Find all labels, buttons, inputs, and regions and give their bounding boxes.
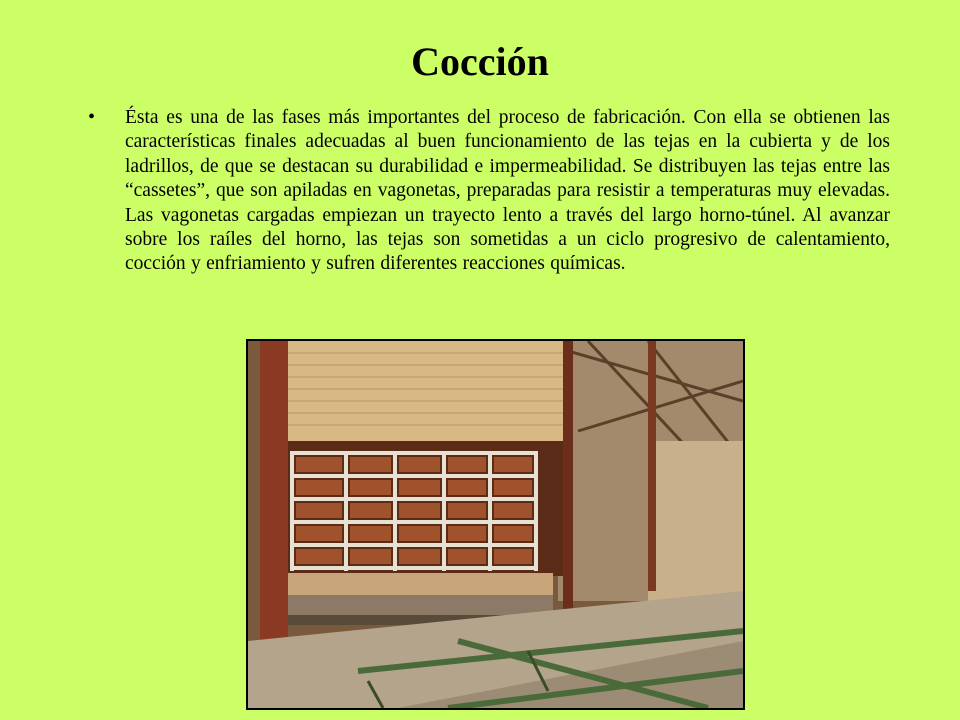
bullet-text: Ésta es una de las fases más importantes del proceso de fabricación. Con ella se obtienen las características finales adecuadas al buen funcionamiento de las tejas en la cubierta y de los ladrillos, de que se destacan su durabilidad e impermeabilidad. Se distribuyen las tejas entre las “cassetes”, que son apiladas en vagonetas, preparadas para resistir a temperaturas muy elevadas. Las vagonetas cargadas empiezan un trayecto lento a través del largo horno-túnel. Al avanzar sobre los raíles del horno, las tejas son sometidas a un ciclo progresivo de calentamiento, cocción y enfriamiento y sufren diferentes reacciones químicas. <box>125 107 890 275</box>
kiln-photo <box>246 339 745 710</box>
bullet-marker: • <box>88 106 96 128</box>
slide-title: Cocción <box>411 39 549 84</box>
kiln-illustration <box>248 341 743 708</box>
